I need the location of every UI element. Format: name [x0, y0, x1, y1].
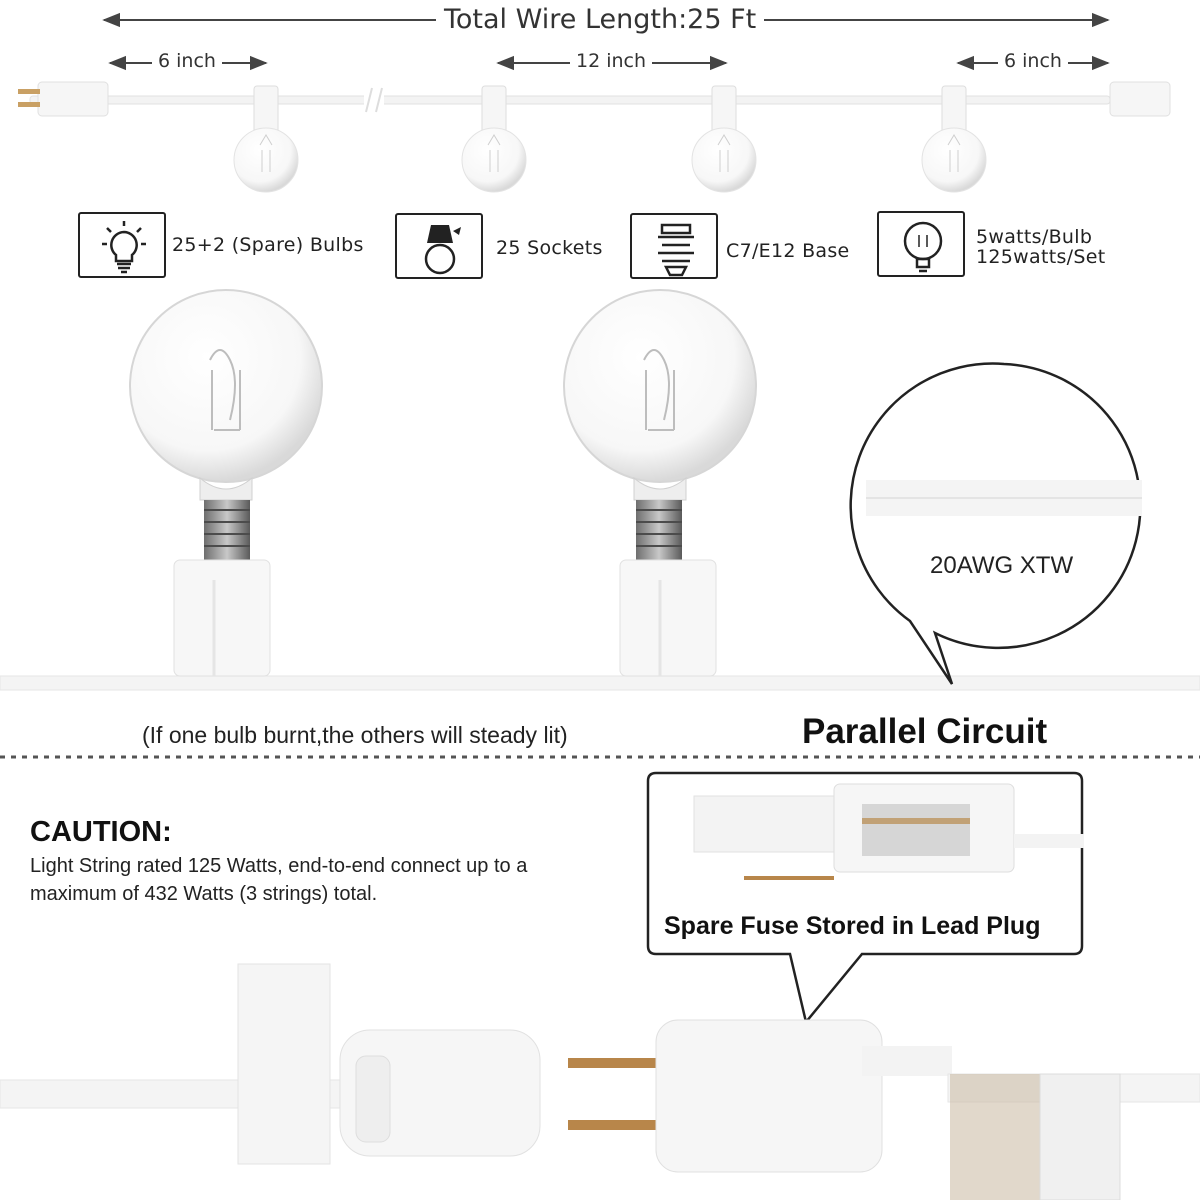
fuse-storage-label: Spare Fuse Stored in Lead Plug	[664, 912, 1041, 940]
globe-bulb-icon	[879, 213, 967, 279]
plug-connection-illustration	[0, 964, 1200, 1200]
base-icon	[632, 215, 720, 281]
parallel-circuit-heading: Parallel Circuit	[802, 712, 1048, 751]
bulb-count-box	[78, 212, 166, 278]
socket-count-box	[395, 213, 483, 279]
middle-spacing-label: 12 inch	[570, 50, 652, 72]
left-spacing-label: 6 inch	[152, 50, 222, 72]
fuse-callout	[648, 773, 1084, 1022]
string-light-diagram	[18, 82, 1170, 116]
socket-count-label: 25 Sockets	[496, 237, 603, 259]
parallel-circuit-note: (If one bulb burnt,the others will steady lit)	[142, 722, 568, 748]
caution-title: CAUTION:	[30, 816, 172, 848]
base-type-label: C7/E12 Base	[726, 240, 850, 262]
total-length-label: Total Wire Length:25 Ft	[436, 4, 764, 35]
wattage-per-bulb-label: 5watts/Bulb	[976, 226, 1093, 248]
bulb-count-label: 25+2 (Spare) Bulbs	[172, 234, 364, 256]
wire-gauge-label: 20AWG XTW	[930, 552, 1074, 579]
wire-magnifier-bubble	[851, 364, 1142, 684]
bulb-icon	[80, 214, 168, 280]
base-type-box	[630, 213, 718, 279]
caution-body: Light String rated 125 Watts, end-to-end connect up to a maximum of 432 Watts (3 strings) total.	[30, 855, 528, 905]
wattage-box	[877, 211, 965, 277]
large-bulb-right	[564, 290, 756, 676]
socket-icon	[397, 215, 485, 281]
right-spacing-label: 6 inch	[998, 50, 1068, 72]
wattage-per-set-label: 125watts/Set	[976, 246, 1106, 268]
